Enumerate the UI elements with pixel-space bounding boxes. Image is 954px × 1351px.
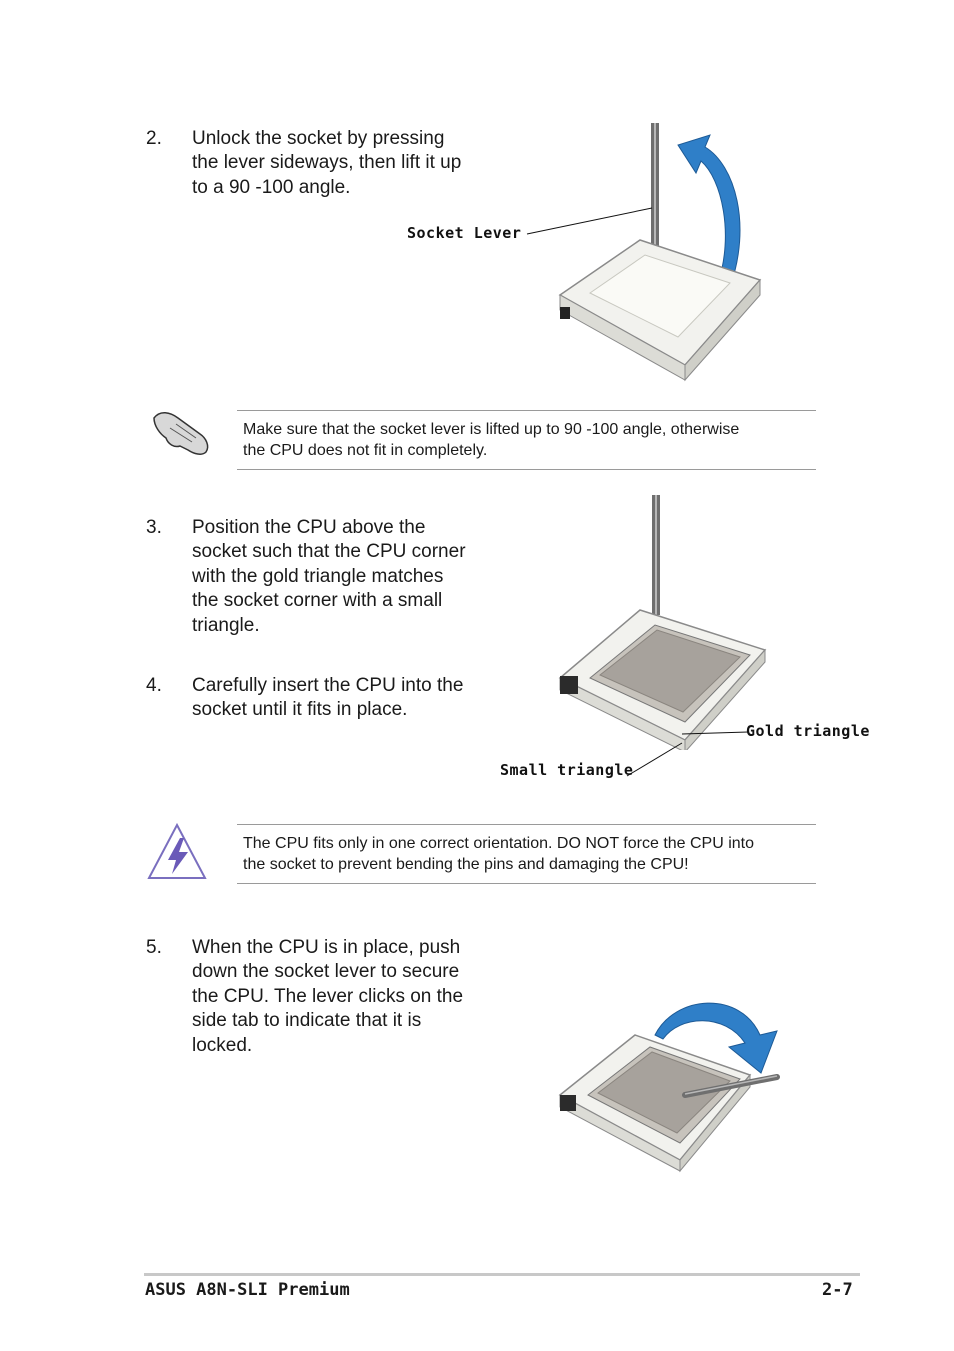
step-line: triangle. [192, 614, 260, 636]
step-line: Unlock the socket by pressing [192, 128, 445, 149]
step-line: down the socket lever to secure [192, 961, 460, 983]
step-line: to a 90 -100 angle. [192, 176, 351, 198]
step-text [192, 127, 461, 200]
step-text [192, 674, 463, 723]
step-line: Position the CPU above the [192, 517, 426, 538]
small-triangle-leader-line [625, 740, 685, 780]
step-line: side tab to indicate that it is [192, 1010, 422, 1032]
step-line: the lever sideways, then lift it up [192, 152, 462, 174]
note-line: the socket to prevent bending the pins and damaging the CPU! [243, 856, 689, 873]
note-socket-lever [237, 410, 816, 470]
step-line: locked. [192, 1034, 253, 1056]
socket-lever-locked-figure [555, 995, 785, 1175]
step-number: 3. [146, 517, 162, 538]
footer-page-number: 2-7 [822, 1280, 853, 1300]
step-line: When the CPU is in place, push [192, 937, 461, 958]
step-line: socket until it fits in place. [192, 699, 408, 721]
step-line: the socket corner with a small [192, 590, 443, 612]
gold-triangle-leader-line [680, 728, 750, 738]
step-number: 2. [146, 128, 162, 149]
step-line: socket such that the CPU corner [192, 541, 466, 563]
gold-triangle-label: Gold triangle [746, 722, 870, 740]
step-number: 5. [146, 937, 162, 958]
hand-note-icon [150, 404, 214, 458]
socket-lever-leader-line [525, 205, 655, 240]
note-cpu-orientation-warning [237, 824, 816, 884]
step-line: the CPU. The lever clicks on the [192, 985, 464, 1007]
note-line: the CPU does not fit in completely. [243, 442, 488, 459]
step-line: with the gold triangle matches [192, 565, 444, 587]
note-line: The CPU fits only in one correct orientation. DO NOT force the CPU into [243, 835, 755, 852]
note-line: Make sure that the socket lever is lifted up to 90 -100 angle, otherwise [243, 421, 740, 438]
cpu-in-socket-figure [555, 490, 775, 750]
small-triangle-label: Small triangle [500, 761, 634, 779]
step-text [192, 516, 466, 638]
footer-divider [144, 1273, 860, 1276]
step-line: Carefully insert the CPU into the [192, 675, 464, 696]
step-number: 4. [146, 675, 162, 696]
footer-product-name: ASUS A8N-SLI Premium [145, 1280, 350, 1300]
socket-lever-lifted-figure [520, 105, 780, 390]
warning-icon [146, 822, 208, 882]
socket-lever-label: Socket Lever [407, 224, 522, 242]
step-text [192, 936, 463, 1058]
